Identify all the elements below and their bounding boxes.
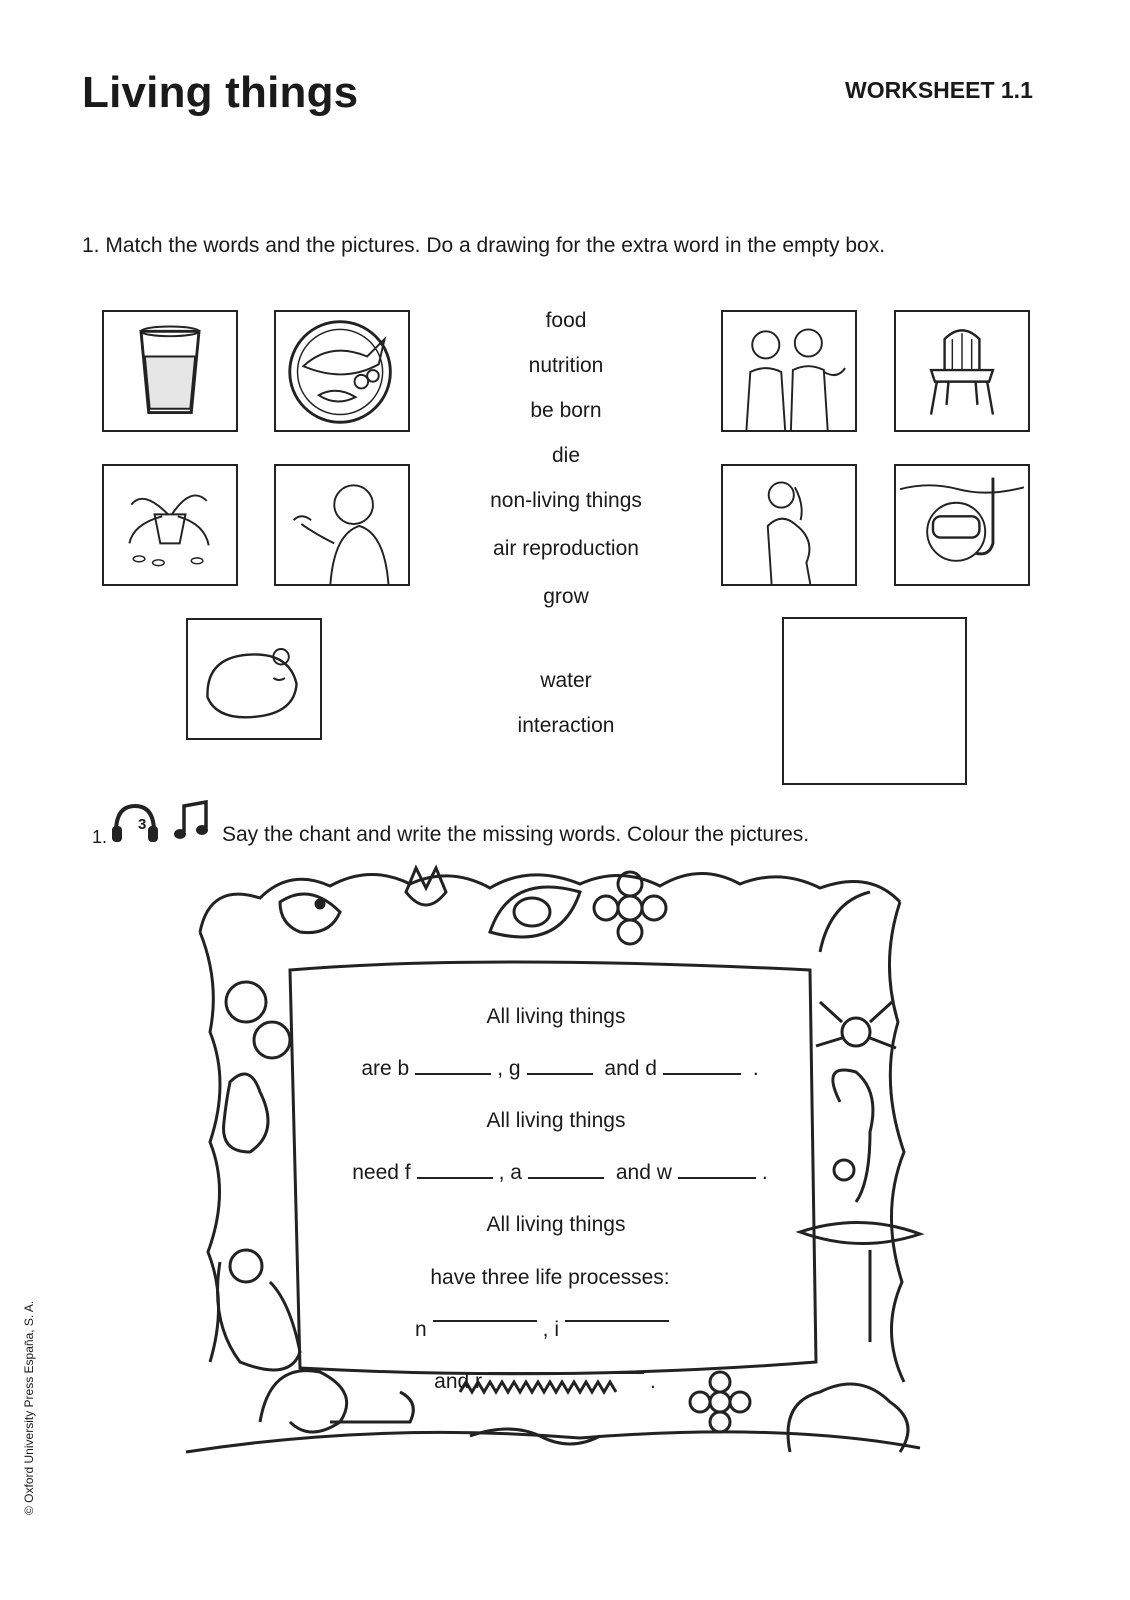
glass-icon: [104, 312, 236, 430]
word-water: water: [540, 669, 592, 692]
chant-line-8-part-2: .: [650, 1370, 656, 1393]
chant-line-2-part-4: .: [752, 1057, 759, 1080]
chant-line-3: All living things: [486, 1109, 626, 1132]
headphones-icon: [110, 802, 160, 846]
word-nutrition: nutrition: [528, 354, 604, 377]
chair-icon: [896, 312, 1028, 430]
blank-interaction[interactable]: [565, 1320, 669, 1322]
picture-sleeping-bear: [186, 618, 322, 740]
picture-plate-of-food: [274, 310, 410, 432]
monkey-icon: [276, 466, 408, 584]
chant-line-4-part-2: , a: [498, 1161, 522, 1184]
chant-line-7-part-1: n: [414, 1318, 427, 1341]
bear-icon: [188, 620, 320, 738]
blank-born[interactable]: [415, 1073, 491, 1075]
chant-line-2-part-1: are b: [361, 1057, 410, 1080]
chant-line-4-part-1: need f: [352, 1161, 411, 1184]
blank-food[interactable]: [417, 1177, 493, 1179]
blank-die[interactable]: [663, 1073, 741, 1075]
snorkel-icon: [896, 466, 1028, 584]
picture-pregnant-woman: [721, 464, 857, 586]
picture-glass-of-water: [102, 310, 238, 432]
chant-line-7-part-2: , i: [542, 1318, 560, 1341]
wilted-plant-icon: [104, 466, 236, 584]
word-interaction: interaction: [517, 714, 615, 737]
friends-icon: [723, 312, 855, 430]
blank-air[interactable]: [528, 1177, 604, 1179]
picture-monkey-eating: [274, 464, 410, 586]
exercise-1-instruction: 1. Match the words and the pictures. Do a drawing for the extra word in the empty box.: [82, 234, 886, 257]
pregnant-woman-icon: [723, 466, 855, 584]
word-food: food: [545, 309, 587, 332]
word-non-living-things: non-living things: [490, 489, 642, 512]
copyright-credit: © Oxford University Press España, S. A.: [22, 1300, 36, 1515]
chant-line-1: All living things: [486, 1005, 626, 1028]
chant-line-6: have three life processes:: [430, 1266, 670, 1289]
chant-line-4-part-4: .: [761, 1161, 768, 1184]
word-air-reproduction: air reproduction: [493, 537, 639, 560]
exercise-2-number: 1.: [92, 827, 108, 847]
chant-line-8-part-1: and r: [434, 1370, 483, 1393]
word-be-born: be born: [530, 399, 602, 422]
picture-chair: [894, 310, 1030, 432]
word-grow: grow: [543, 585, 589, 608]
plate-icon: [276, 312, 408, 430]
word-die: die: [551, 444, 581, 467]
chant-line-8: [285, 1370, 805, 1394]
blank-nutrition[interactable]: [433, 1320, 537, 1322]
chant-line-7: [285, 1318, 805, 1342]
page-title: Living things: [82, 68, 359, 117]
chant-line-4: [300, 1161, 820, 1185]
exercise-2-instruction: Say the chant and write the missing words. Colour the pictures.: [222, 823, 810, 846]
chant-line-2-part-2: , g: [497, 1057, 521, 1080]
blank-reproduction[interactable]: [488, 1372, 644, 1374]
chant-line-2-part-3: and d: [604, 1057, 657, 1080]
chant-line-4-part-3: and w: [615, 1161, 672, 1184]
music-note-icon: [172, 800, 212, 842]
worksheet-label: WORKSHEET 1.1: [845, 77, 1033, 103]
empty-drawing-box[interactable]: [782, 617, 967, 785]
blank-water[interactable]: [678, 1177, 756, 1179]
chant-line-5: All living things: [486, 1213, 626, 1236]
track-number: 3: [138, 816, 147, 833]
chant-line-2: [300, 1057, 820, 1081]
picture-two-boys: [721, 310, 857, 432]
picture-snorkel-diver: [894, 464, 1030, 586]
blank-grow[interactable]: [527, 1073, 593, 1075]
picture-dead-plant: [102, 464, 238, 586]
